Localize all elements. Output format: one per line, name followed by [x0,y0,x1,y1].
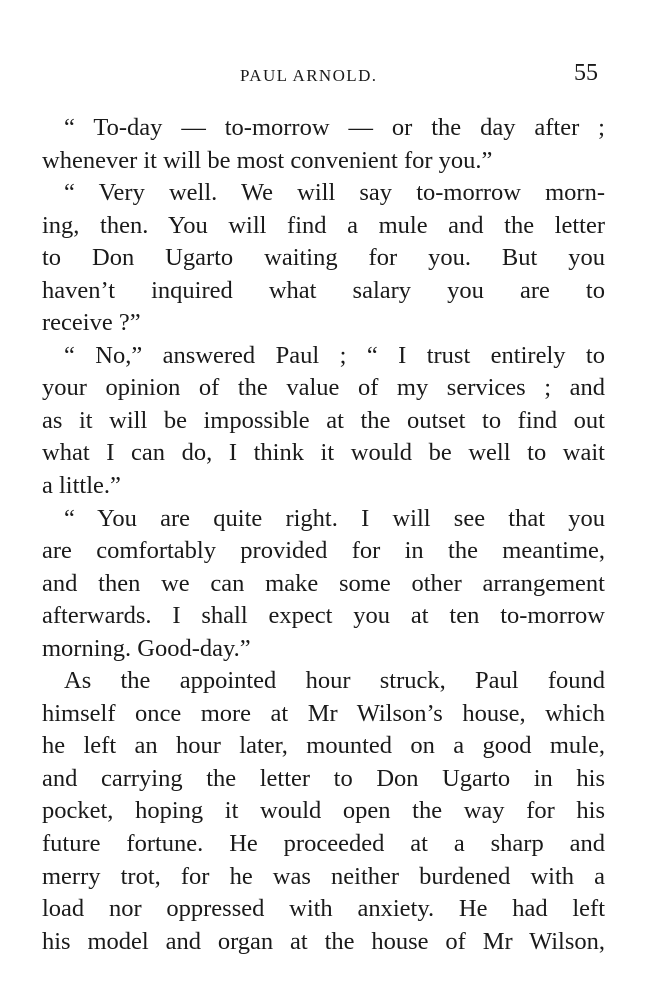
text-line: pocket, hoping it would open the way for his [42,797,605,825]
text-line: himself once more at Mr Wilson’s house, which [42,699,605,727]
text-line: haven’t inquired what salary you are to [42,276,605,304]
text-line: load nor oppressed with anxiety. He had left [42,895,605,923]
text-line: to Don Ugarto waiting for you. But you [42,244,605,272]
text-line: and carrying the letter to Don Ugarto in his [42,764,605,792]
text-line: “ Very well. We will say to-morrow morn- [64,179,605,207]
text-line: future fortune. He proceeded at a sharp and [42,830,605,858]
running-title: PAUL ARNOLD. [240,66,378,85]
text-line: a little.” [42,472,121,500]
text-line: your opinion of the value of my services ; and [42,374,605,402]
text-line: as it will be impossible at the outset to find out [42,406,605,434]
running-header [0,58,649,90]
body-text [42,112,605,958]
text-line: what I can do, I think it would be well to wait [42,439,605,467]
text-line: “ No,” answered Paul ; “ I trust entirely to [64,341,605,369]
text-line: afterwards. I shall expect you at ten to-morrow [42,602,605,630]
text-line: he left an hour later, mounted on a good mule, [42,732,605,760]
text-line: “ You are quite right. I will see that you [64,504,605,532]
text-line: As the appointed hour struck, Paul found [64,667,605,695]
page-number: 55 [574,60,598,86]
text-line: receive ?” [42,309,141,337]
text-line: ing, then. You will find a mule and the letter [42,211,605,239]
text-line: and then we can make some other arrangement [42,569,605,597]
text-line: whenever it will be most convenient for you.” [42,146,493,174]
text-line: merry trot, for he was neither burdened with a [42,862,605,890]
text-line: are comfortably provided for in the meantime, [42,537,605,565]
text-line: “ To-day — to-morrow — or the day after ; [64,114,605,141]
text-line: his model and organ at the house of Mr Wilson, [42,927,605,955]
text-line: morning. Good-day.” [42,634,251,662]
